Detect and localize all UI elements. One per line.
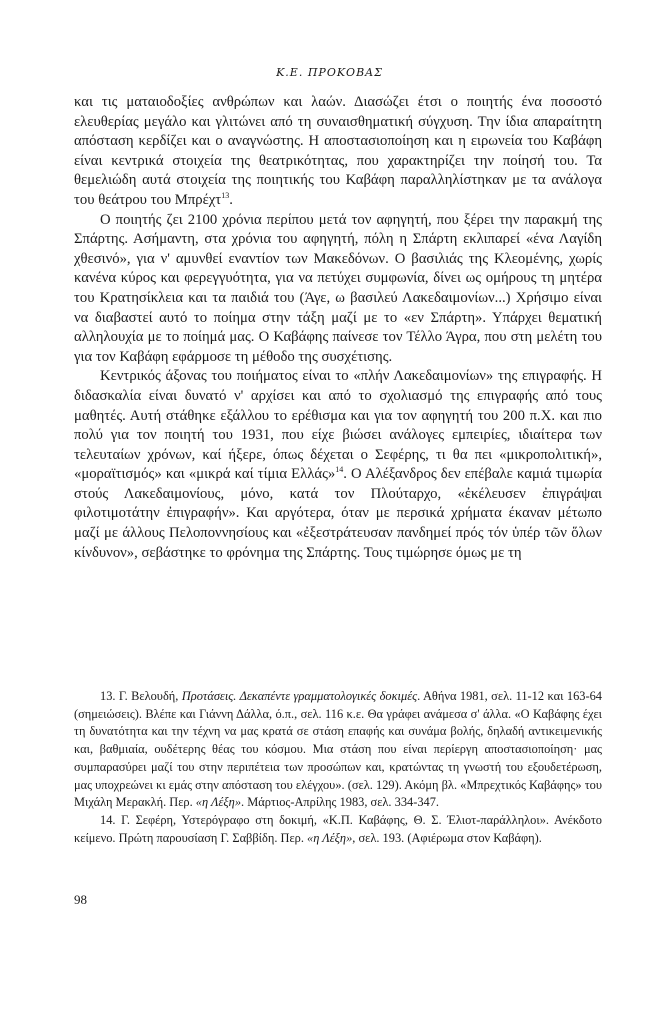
paragraph-3-text-a: Κεντρικός άξονας του ποιήματος είναι το «πλήν Λακεδαιμονίων» της επιγραφής. Η διδασκαλία είναι δυνατό ν' αρχίσει και από το σχολιασμό της επιγραφής από τους μαθητές. Αυτή στάθηκε εξάλλου το ερέθισμα και για τον αφηγητή του 200 π.Χ. και πιο πολύ για τον ποιητή του 1931, που είχε βιώσει ανάλογες εμπειρίες, ιδιαίτερα των τελευταίων χρόνων, καί ήξερε, όπως δέχεται ο Σεφέρης, τι θα πει «μικροπολιτική», «μοραϊτισμός» και «μικρά καί τίμια Ελλάς» [74,368,602,483]
footnote-14-a: 14. Γ. Σεφέρη, Υστερόγραφο στη δοκιμή, «Κ.Π. Καβάφης, Θ. Σ. Έλιοτ-παράλληλοι». Ανέκδοτο κείμενο. Πρώτη παρουσίαση Γ. Σαββίδη. Περ. [74,812,602,845]
main-text [74,93,602,563]
paragraph-2 [74,211,602,368]
footnote-14-journal: «η Λέξη» [307,830,353,845]
paragraph-3-text-b: . Ο Αλέξανδρος δεν επέβαλε καμιά τιμωρία στούς Λακεδαιμονίους, μόνο, κατά τον Πλούταρχο, «ἐκέλευσεν ἐπιγράψαι φιλοτιμοτάτην ἐπιγραφήν». Και αργότερα, όταν με περσικά χρήματα έκαναν μέτωπο μαζί με άλλους Πελοποννησίους και «ἐξεστράτευσαν πανδημεί πρός τόν ὑπέρ τῶν ὅλων κίνδυνον», σεβάστηκε το φρόνημα της Σπάρτης. Τους τιμώρησε όμως με τη [74,466,602,561]
paragraph-3 [74,367,602,563]
paragraph-1 [74,93,602,211]
footnote-14 [74,812,602,847]
footnote-13-title: Προτάσεις. Δεκαπέντε γραμματολογικές δοκιμές [181,689,418,703]
footnotes [74,688,602,847]
paragraph-2-text: Ο ποιητής ζει 2100 χρόνια περίπου μετά τον αφηγητή, που ξέρει την παρακμή της Σπάρτης. Ασήμαντη, στα χρόνια του αφηγητή, πόλη η Σπάρτη εκλιπαρεί «ένα Λαγίδη χθεσινό», για ν' αμυνθεί εναντίον των Μακεδόνων. Ο βασιλιάς της Κλεομένης, χωρίς κανένα κύρος και φερεγγυότητα, για να πετύχει συμφωνία, δίνει ως ομήρους τη μητέρα του Κρατησίκλεια και τα παιδιά του (Άγε, ω βασιλεύ Λακεδαιμονίων...) Χρήσιμο είναι να διαβαστεί αυτό το ποίημα στην τάξη μαζί με το «εν Σπάρτη». Υπάρχει θεματική αλληλουχία με το ποίημά μας. Ο Καβάφης παίνεσε τον Τέλλο Άγρα, που στη μελέτη του για τον Καβάφη εφάρμοσε τη μέθοδο της συσχέτισης. [74,211,602,365]
footnote-13-b: . Αθήνα 1981, σελ. 11-12 και 163-64 (σημειώσεις). Βλέπε και Γιάννη Δάλλα, ό.π., σελ. 116 κ.ε. Θα γράφει ανάμεσα σ' άλλα. «Ο Καβάφης έχει τη δυνατότητα και την τέχνη να μας κρατά σε στάση επαφής και συνάμα βολής, δηλαδή αντικειμενικής και, βαθμιαία, ουδέτερης θέας του κόσμου. Μια στάση που είναι περίεργη αποστασιοποίηση· μας συμπαρασύρει μαζί του στην περιπέτεια των προσώπων και, κρατώντας τη γνωστή του εξουδετέρωση, μας υποχρεώνει κι εμάς στην απόσταση του ελέγχου». (σελ. 129). Ακόμη βλ. «Μπρεχτικός Καβάφης» του Μιχάλη Μερακλή. Περ. [74,689,602,810]
paragraph-1-end: . [229,191,233,208]
footnote-14-b: , σελ. 193. (Αφιέρωμα στον Καβάφη). [352,830,542,845]
page-number: 98 [74,892,87,907]
footnote-13-journal: «η Λέξη» [195,795,242,810]
paragraph-1-text: και τις ματαιοδοξίες ανθρώπων και λαών. Διασώζει έτσι ο ποιητής ένα ποσοστό ελευθερίας μεγάλο και γλιτώνει από τη συναισθηματική σύγχυση. Την ίδια απαραίτητη απόσταση κερδίζει και ο αναγνώστης. Η αποστασιοποίηση και η ειρωνεία του Καβάφη είναι κεντρικά στοιχεία της θεατρικότητας, που χαρακτηρίζει την ποίησή του. Τα θεμελιώδη αυτά στοιχεία της ποιητικής του Καβάφη παραλληλίστηκαν με τα ανάλογα του θεάτρου του Μπρέχτ [74,94,602,208]
footnote-ref-13[interactable]: 13 [221,191,230,201]
footnote-13 [74,688,602,812]
footnote-13-c: . Μάρτιος-Απρίλης 1983, σελ. 334-347. [241,795,440,810]
footnote-ref-14[interactable]: 14 [335,465,344,475]
footnote-13-a: 13. Γ. Βελουδή, [100,689,182,703]
running-header: Κ.Ε. ΠΡΟΚΟΒΑΣ [276,66,383,79]
